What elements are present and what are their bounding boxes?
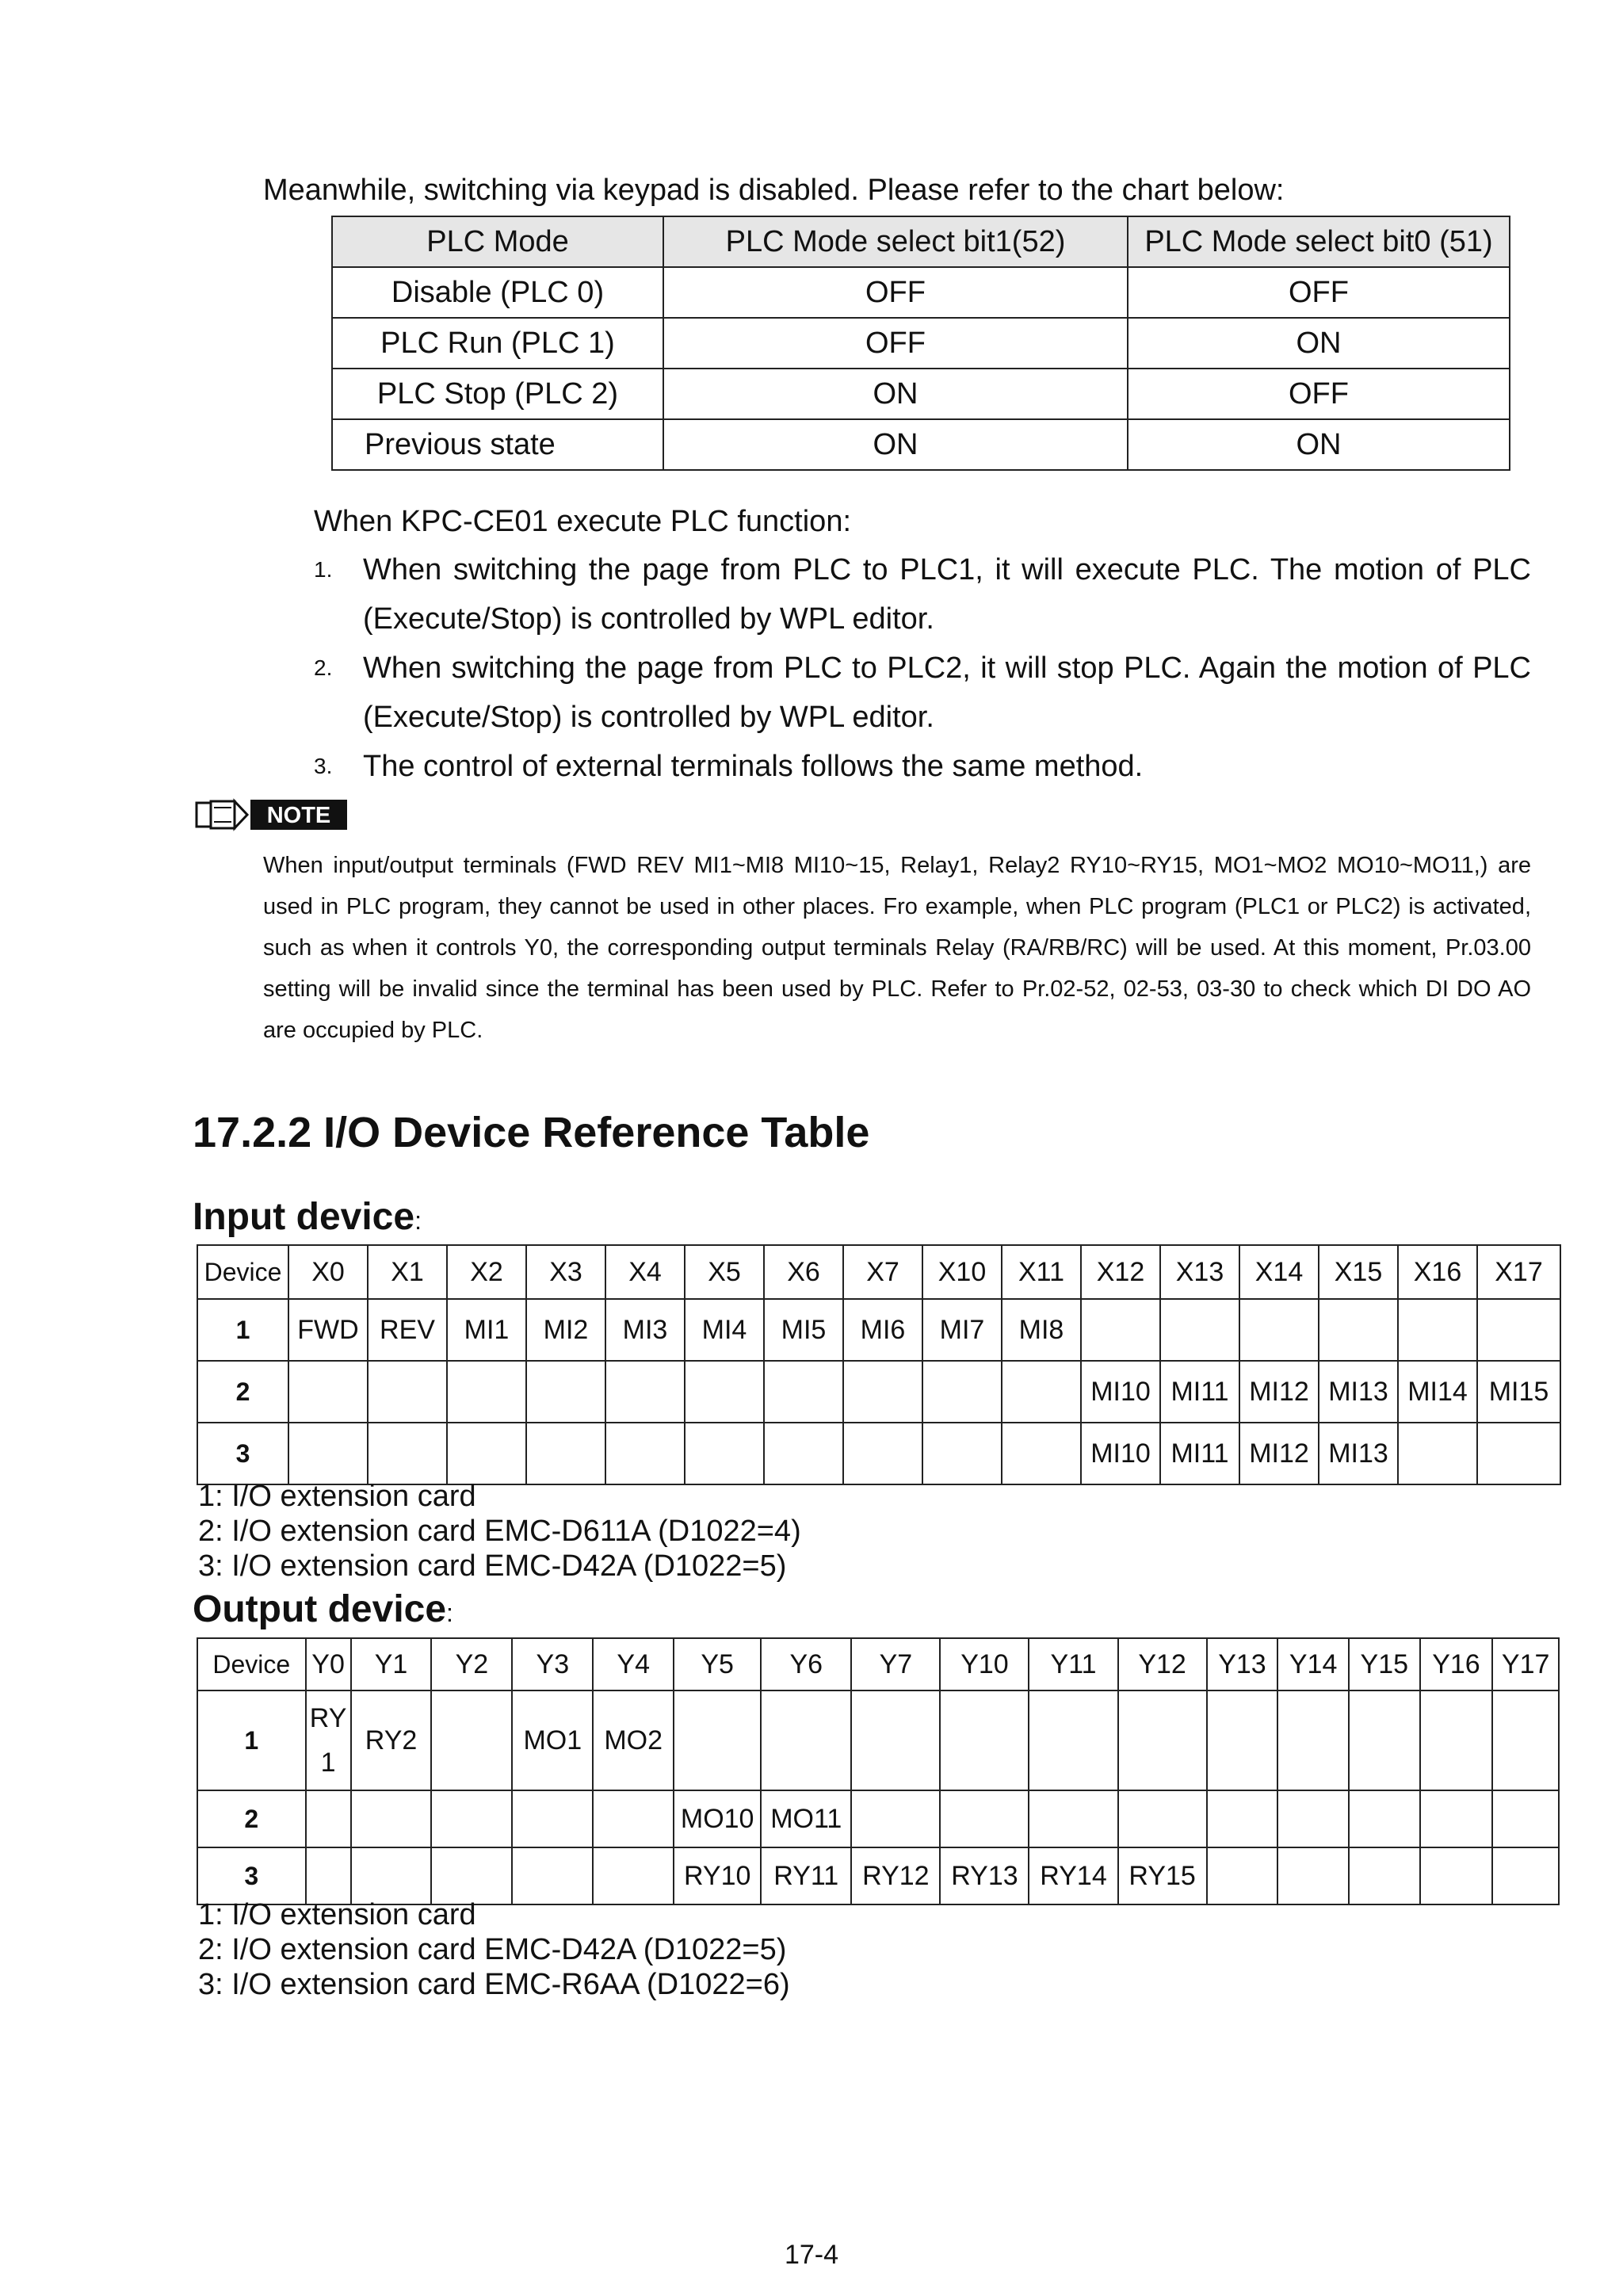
- output-header-row: [197, 1638, 1559, 1690]
- table-cell: [1029, 1690, 1117, 1790]
- plc-mode-table: [331, 216, 1510, 471]
- header-bit0: PLC Mode select bit0 (51): [1128, 216, 1510, 267]
- kpc-intro-text: When KPC-CE01 execute PLC function:: [314, 505, 852, 538]
- column-header-cell: Y5: [674, 1638, 761, 1690]
- column-header-cell: Y4: [593, 1638, 674, 1690]
- table-row: [332, 267, 1510, 318]
- table-cell: [1420, 1690, 1493, 1790]
- device-number-cell: 2: [197, 1790, 306, 1847]
- column-header-cell: X13: [1160, 1245, 1239, 1299]
- table-cell: [851, 1790, 940, 1847]
- column-header-cell: X10: [922, 1245, 1002, 1299]
- table-cell: [1002, 1361, 1081, 1423]
- table-cell: [922, 1361, 1002, 1423]
- table-cell: MI15: [1477, 1361, 1560, 1423]
- table-cell: [685, 1423, 764, 1484]
- table-cell: RY14: [1029, 1847, 1117, 1904]
- mode-cell: PLC Stop (PLC 2): [332, 369, 663, 419]
- kpc-list: [314, 545, 1531, 791]
- table-cell: [843, 1423, 922, 1484]
- table-cell: MO11: [761, 1790, 851, 1847]
- table-row: [197, 1299, 1560, 1361]
- device-header-cell: Device: [197, 1245, 288, 1299]
- output-device-title-colon: :: [446, 1599, 453, 1627]
- table-cell: [512, 1790, 593, 1847]
- table-cell: [351, 1847, 432, 1904]
- table-cell: [922, 1423, 1002, 1484]
- plc-mode-header-row: [332, 216, 1510, 267]
- device-number-cell: 2: [197, 1361, 288, 1423]
- column-header-cell: X12: [1081, 1245, 1160, 1299]
- input-device-title-colon: :: [414, 1206, 422, 1235]
- table-cell: [1492, 1690, 1559, 1790]
- column-header-cell: Y16: [1420, 1638, 1493, 1690]
- table-cell: [1420, 1790, 1493, 1847]
- table-row: [197, 1690, 1559, 1790]
- list-item-text: When switching the page from PLC to PLC2, it will stop PLC. Again the motion of PLC (Execute/Stop) is controlled by WPL editor.: [363, 651, 1531, 734]
- table-cell: [368, 1361, 447, 1423]
- table-cell: [1319, 1299, 1398, 1361]
- table-cell: [605, 1361, 685, 1423]
- mode-cell: Disable (PLC 0): [332, 267, 663, 318]
- output-legend: [198, 1897, 790, 2002]
- input-device-title: [193, 1195, 422, 1239]
- table-cell: [1277, 1690, 1349, 1790]
- table-row: [197, 1361, 1560, 1423]
- table-cell: [447, 1423, 526, 1484]
- table-cell: [431, 1847, 512, 1904]
- output-device-table: [197, 1637, 1560, 1905]
- input-device-table: [197, 1244, 1561, 1485]
- table-cell: MI14: [1398, 1361, 1477, 1423]
- table-cell: [1398, 1423, 1477, 1484]
- table-cell: MI1: [447, 1299, 526, 1361]
- column-header-cell: X5: [685, 1245, 764, 1299]
- table-cell: [1492, 1847, 1559, 1904]
- column-header-cell: Y6: [761, 1638, 851, 1690]
- table-cell: [288, 1423, 368, 1484]
- table-cell: [1277, 1847, 1349, 1904]
- table-cell: [1349, 1847, 1420, 1904]
- device-number-cell: 1: [197, 1690, 306, 1790]
- list-item-text: When switching the page from PLC to PLC1, it will execute PLC. The motion of PLC (Execute/Stop) is controlled by WPL editor.: [363, 553, 1531, 636]
- mode-cell: Previous state: [332, 419, 663, 470]
- column-header-cell: Y15: [1349, 1638, 1420, 1690]
- table-cell: [1118, 1690, 1207, 1790]
- table-cell: [764, 1423, 843, 1484]
- table-cell: [851, 1690, 940, 1790]
- table-cell: MI10: [1081, 1361, 1160, 1423]
- table-cell: MI12: [1239, 1423, 1319, 1484]
- table-cell: RY10: [674, 1847, 761, 1904]
- table-cell: [431, 1790, 512, 1847]
- column-header-cell: Y0: [306, 1638, 351, 1690]
- table-cell: [1477, 1423, 1560, 1484]
- column-header-cell: Y10: [940, 1638, 1029, 1690]
- device-number-cell: 1: [197, 1299, 288, 1361]
- table-cell: [685, 1361, 764, 1423]
- bit1-cell: ON: [663, 369, 1128, 419]
- column-header-cell: X3: [526, 1245, 605, 1299]
- intro-text: Meanwhile, switching via keypad is disabled. Please refer to the chart below:: [263, 174, 1285, 207]
- column-header-cell: X7: [843, 1245, 922, 1299]
- bit0-cell: OFF: [1128, 267, 1510, 318]
- input-header-row: [197, 1245, 1560, 1299]
- table-cell: MI2: [526, 1299, 605, 1361]
- column-header-cell: Y14: [1277, 1638, 1349, 1690]
- column-header-cell: Y12: [1118, 1638, 1207, 1690]
- legend-line: 1: I/O extension card: [198, 1480, 476, 1513]
- input-device-title-text: Input device: [193, 1196, 415, 1238]
- list-item: [314, 742, 1531, 791]
- table-cell: [761, 1690, 851, 1790]
- column-header-cell: Y13: [1207, 1638, 1278, 1690]
- column-header-cell: X15: [1319, 1245, 1398, 1299]
- table-cell: [674, 1690, 761, 1790]
- note-text: When input/output terminals (FWD REV MI1~MI8 MI10~15, Relay1, Relay2 RY10~RY15, MO1~MO2 MO10~MO11,) are used in PLC program, they cannot be used in other places. Fro example, when PLC program (PLC1 or PLC2) is activated, such as when it controls Y0, the corresponding output terminals Relay (RA/RB/RC) will be used. At this moment, Pr.03.00 setting will be invalid since the terminal has been used by PLC. Refer to Pr.02-52, 02-53, 03-30 to check which DI DO AO are occupied by PLC.: [263, 853, 1531, 1043]
- input-legend: [198, 1479, 801, 1584]
- table-cell: [1081, 1299, 1160, 1361]
- device-number-cell: 3: [197, 1847, 306, 1904]
- bit0-cell: ON: [1128, 318, 1510, 369]
- table-cell: [1207, 1847, 1278, 1904]
- legend-line: 3: I/O extension card EMC-R6AA (D1022=6): [198, 1968, 790, 2001]
- header-plc-mode: PLC Mode: [332, 216, 663, 267]
- table-cell: MO10: [674, 1790, 761, 1847]
- table-cell: [1349, 1790, 1420, 1847]
- table-cell: MI3: [605, 1299, 685, 1361]
- table-cell: [512, 1847, 593, 1904]
- table-cell: MI7: [922, 1299, 1002, 1361]
- bit1-cell: OFF: [663, 318, 1128, 369]
- table-cell: RY13: [940, 1847, 1029, 1904]
- bit0-cell: OFF: [1128, 369, 1510, 419]
- bit1-cell: OFF: [663, 267, 1128, 318]
- table-cell: [526, 1361, 605, 1423]
- legend-line: 1: I/O extension card: [198, 1898, 476, 1931]
- table-cell: [1239, 1299, 1319, 1361]
- page-number: 17-4: [784, 2240, 839, 2270]
- table-cell: [447, 1361, 526, 1423]
- table-cell: [1118, 1790, 1207, 1847]
- table-cell: [940, 1790, 1029, 1847]
- y1-cell: RY2: [351, 1690, 432, 1790]
- table-cell: [1277, 1790, 1349, 1847]
- output-device-title: [193, 1587, 453, 1631]
- legend-line: 2: I/O extension card EMC-D42A (D1022=5): [198, 1933, 787, 1966]
- column-header-cell: X1: [368, 1245, 447, 1299]
- list-item-number: 3.: [314, 754, 333, 778]
- table-cell: MI13: [1319, 1361, 1398, 1423]
- column-header-cell: Y1: [351, 1638, 432, 1690]
- column-header-cell: X17: [1477, 1245, 1560, 1299]
- table-cell: [593, 1790, 674, 1847]
- column-header-cell: Y11: [1029, 1638, 1117, 1690]
- table-cell: [764, 1361, 843, 1423]
- mode-cell: PLC Run (PLC 1): [332, 318, 663, 369]
- column-header-cell: Y17: [1492, 1638, 1559, 1690]
- section-title: 17.2.2 I/O Device Reference Table: [193, 1109, 870, 1156]
- table-cell: [843, 1361, 922, 1423]
- bit1-cell: ON: [663, 419, 1128, 470]
- column-header-cell: X0: [288, 1245, 368, 1299]
- table-cell: RY11: [761, 1847, 851, 1904]
- table-row: [197, 1423, 1560, 1484]
- y3-cell: MO1: [512, 1690, 593, 1790]
- table-cell: [1420, 1847, 1493, 1904]
- column-header-cell: X4: [605, 1245, 685, 1299]
- table-cell: [1398, 1299, 1477, 1361]
- table-cell: [1160, 1299, 1239, 1361]
- table-cell: [605, 1423, 685, 1484]
- table-cell: [1207, 1690, 1278, 1790]
- table-cell: [368, 1423, 447, 1484]
- list-item: [314, 644, 1531, 742]
- table-cell: [306, 1847, 351, 1904]
- table-row: [197, 1847, 1559, 1904]
- table-cell: [431, 1690, 512, 1790]
- table-cell: [526, 1423, 605, 1484]
- bit0-cell: ON: [1128, 419, 1510, 470]
- column-header-cell: X2: [447, 1245, 526, 1299]
- y4-cell: MO2: [593, 1690, 674, 1790]
- table-row: [332, 318, 1510, 369]
- device-header-cell: Device: [197, 1638, 306, 1690]
- list-item-text: The control of external terminals follows the same method.: [363, 750, 1144, 783]
- table-cell: [1492, 1790, 1559, 1847]
- column-header-cell: X16: [1398, 1245, 1477, 1299]
- table-row: [332, 369, 1510, 419]
- table-cell: [1349, 1690, 1420, 1790]
- y0-cell: [306, 1690, 351, 1790]
- column-header-cell: Y2: [431, 1638, 512, 1690]
- table-cell: MI8: [1002, 1299, 1081, 1361]
- table-cell: RY15: [1118, 1847, 1207, 1904]
- table-cell: [1029, 1790, 1117, 1847]
- table-cell: [306, 1790, 351, 1847]
- column-header-cell: Y3: [512, 1638, 593, 1690]
- table-cell: RY12: [851, 1847, 940, 1904]
- note-icon: [195, 797, 350, 831]
- list-item-number: 1.: [314, 557, 333, 582]
- table-cell: [940, 1690, 1029, 1790]
- header-bit1: PLC Mode select bit1(52): [663, 216, 1128, 267]
- column-header-cell: Y7: [851, 1638, 940, 1690]
- legend-line: 3: I/O extension card EMC-D42A (D1022=5): [198, 1549, 787, 1583]
- y0-top-text: RY: [309, 1703, 347, 1733]
- table-cell: [1207, 1790, 1278, 1847]
- table-cell: MI4: [685, 1299, 764, 1361]
- note-label: NOTE: [266, 803, 331, 828]
- table-cell: [1002, 1423, 1081, 1484]
- y0-bottom-text: 1: [320, 1748, 336, 1778]
- list-item: [314, 545, 1531, 644]
- table-cell: MI6: [843, 1299, 922, 1361]
- table-cell: [593, 1847, 674, 1904]
- table-cell: FWD: [288, 1299, 368, 1361]
- table-row: [332, 419, 1510, 470]
- output-device-title-text: Output device: [193, 1588, 447, 1630]
- table-cell: MI11: [1160, 1423, 1239, 1484]
- column-header-cell: X14: [1239, 1245, 1319, 1299]
- table-cell: MI13: [1319, 1423, 1398, 1484]
- table-cell: [1477, 1299, 1560, 1361]
- table-cell: REV: [368, 1299, 447, 1361]
- table-cell: MI10: [1081, 1423, 1160, 1484]
- list-item-number: 2.: [314, 655, 333, 680]
- column-header-cell: X11: [1002, 1245, 1081, 1299]
- device-number-cell: 3: [197, 1423, 288, 1484]
- table-cell: MI12: [1239, 1361, 1319, 1423]
- table-cell: MI5: [764, 1299, 843, 1361]
- column-header-cell: X6: [764, 1245, 843, 1299]
- table-cell: MI11: [1160, 1361, 1239, 1423]
- table-row: [197, 1790, 1559, 1847]
- legend-line: 2: I/O extension card EMC-D611A (D1022=4): [198, 1515, 801, 1548]
- table-cell: [288, 1361, 368, 1423]
- table-cell: [351, 1790, 432, 1847]
